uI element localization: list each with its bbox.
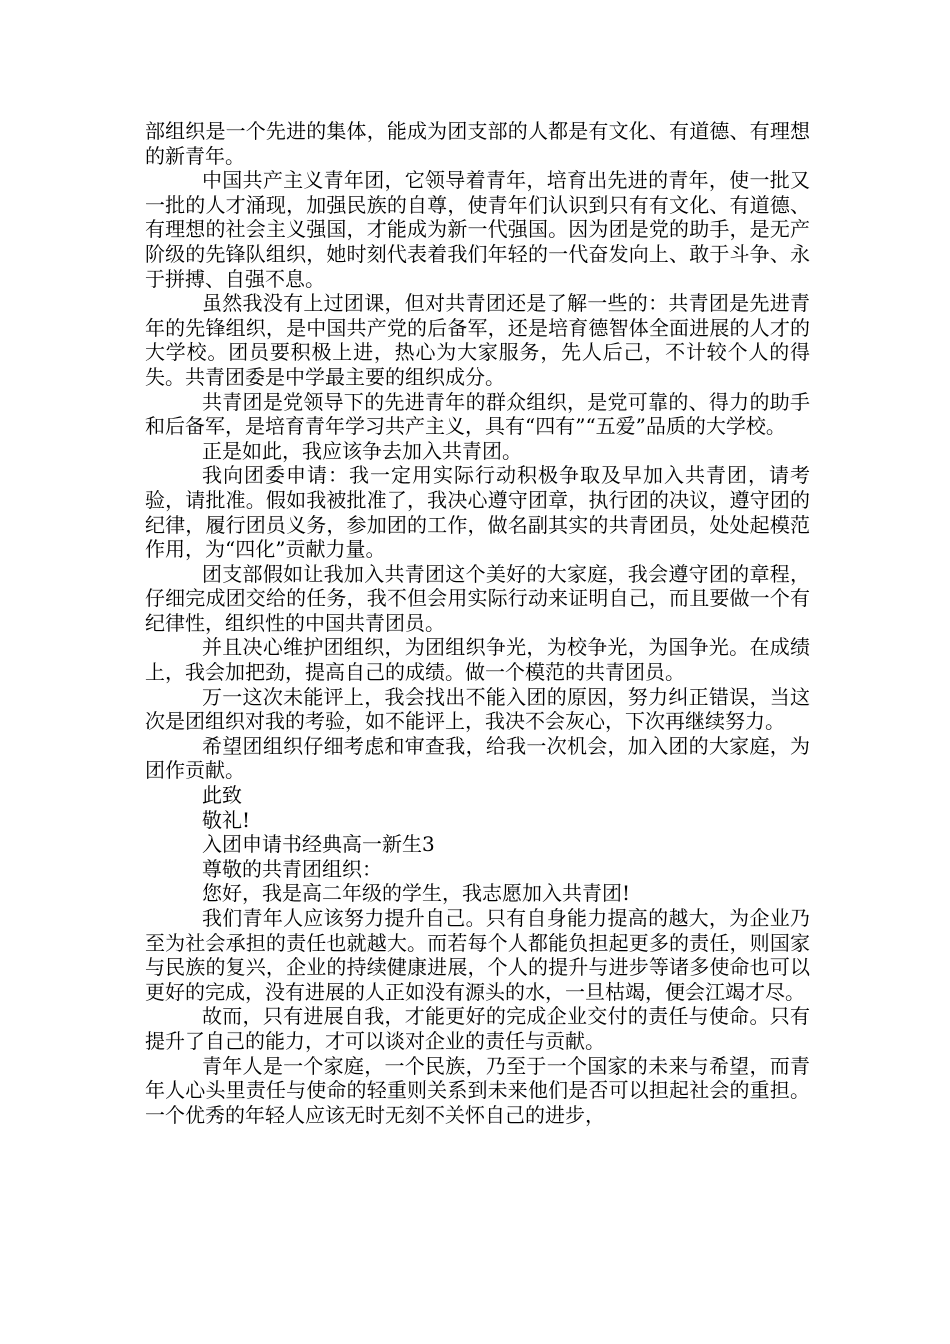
paragraph: 并且决心维护团组织，为团组织争光，为校争光，为国争光。在成绩上，我会加把劲，提高自己的成绩。做一个模范的共青团员。 [145, 635, 810, 685]
paragraph: 我们青年人应该努力提升自己。只有自身能力提高的越大，为企业乃至为社会承担的责任也就越大。而若每个人都能负担起更多的责任，则国家与民族的复兴，企业的持续健康进展，个人的提升与进步等诸多使命也可以更好的完成，没有进展的人正如没有源头的水，一旦枯竭，便会江竭才尽。 [145, 906, 810, 1004]
document-body [145, 119, 810, 1127]
paragraph: 故而，只有进展自我，才能更好的完成企业交付的责任与使命。只有提升了自己的能力，才可以谈对企业的责任与贡献。 [145, 1004, 810, 1053]
paragraph: 希望团组织仔细考虑和审查我，给我一次机会，加入团的大家庭，为团作贡献。 [145, 733, 810, 783]
closing-line: 此致 [202, 783, 242, 808]
closing-line: 敬礼! [202, 807, 251, 832]
paragraph: 中国共产主义青年团，它领导着青年，培育出先进的青年，使一批又一批的人才涌现，加强民族的自尊，使青年们认识到只有有文化、有道德、有理想的社会主义强国，才能成为新一代强国。因为团是党的助手，是无产阶级的先锋队组织，她时刻代表着我们年轻的一代奋发向上、敢于斗争、永于拼搏、自强不息。 [145, 168, 810, 291]
paragraph: 正是如此，我应该争去加入共青团。 [202, 438, 522, 463]
paragraph: 部组织是一个先进的集体，能成为团支部的人都是有文化、有道德、有理想的新青年。 [145, 119, 810, 168]
paragraph: 青年人是一个家庭，一个民族，乃至于一个国家的未来与希望，而青年人心头里责任与使命的轻重则关系到未来他们是否可以担起社会的重担。一个优秀的年轻人应该无时无刻不关怀自己的进步， [145, 1053, 810, 1127]
salutation: 尊敬的共青团组织： [202, 856, 382, 881]
paragraph: 您好，我是高二年级的学生，我志愿加入共青团! [202, 881, 631, 906]
paragraph: 虽然我没有上过团课，但对共青团还是了解一些的：共青团是先进青年的先锋组织，是中国共产党的后备军，还是培育德智体全面进展的人才的大学校。团员要积极上进，热心为大家服务，先人后己，不计较个人的得失。共青团委是中学最主要的组织成分。 [145, 291, 810, 389]
section-title: 入团申请书经典高一新生3 [202, 832, 435, 857]
paragraph: 我向团委申请：我一定用实际行动积极争取及早加入共青团，请考验，请批准。假如我被批准了，我决心遵守团章，执行团的决议，遵守团的纪律，履行团员义务，参加团的工作，做名副其实的共青团员，处处起模范作用，为“四化”贡献力量。 [145, 463, 810, 562]
paragraph: 共青团是党领导下的先进青年的群众组织，是党可靠的、得力的助手和后备军，是培育青年学习共产主义，具有“四有”“五爱”品质的大学校。 [145, 389, 810, 439]
paragraph: 团支部假如让我加入共青团这个美好的大家庭，我会遵守团的章程，仔细完成团交给的任务，我不但会用实际行动来证明自己，而且要做一个有纪律性，组织性的中国共青团员。 [145, 561, 810, 635]
paragraph: 万一这次未能评上，我会找出不能入团的原因，努力纠正错误，当这次是团组织对我的考验，如不能评上，我决不会灰心，下次再继续努力。 [145, 684, 810, 734]
